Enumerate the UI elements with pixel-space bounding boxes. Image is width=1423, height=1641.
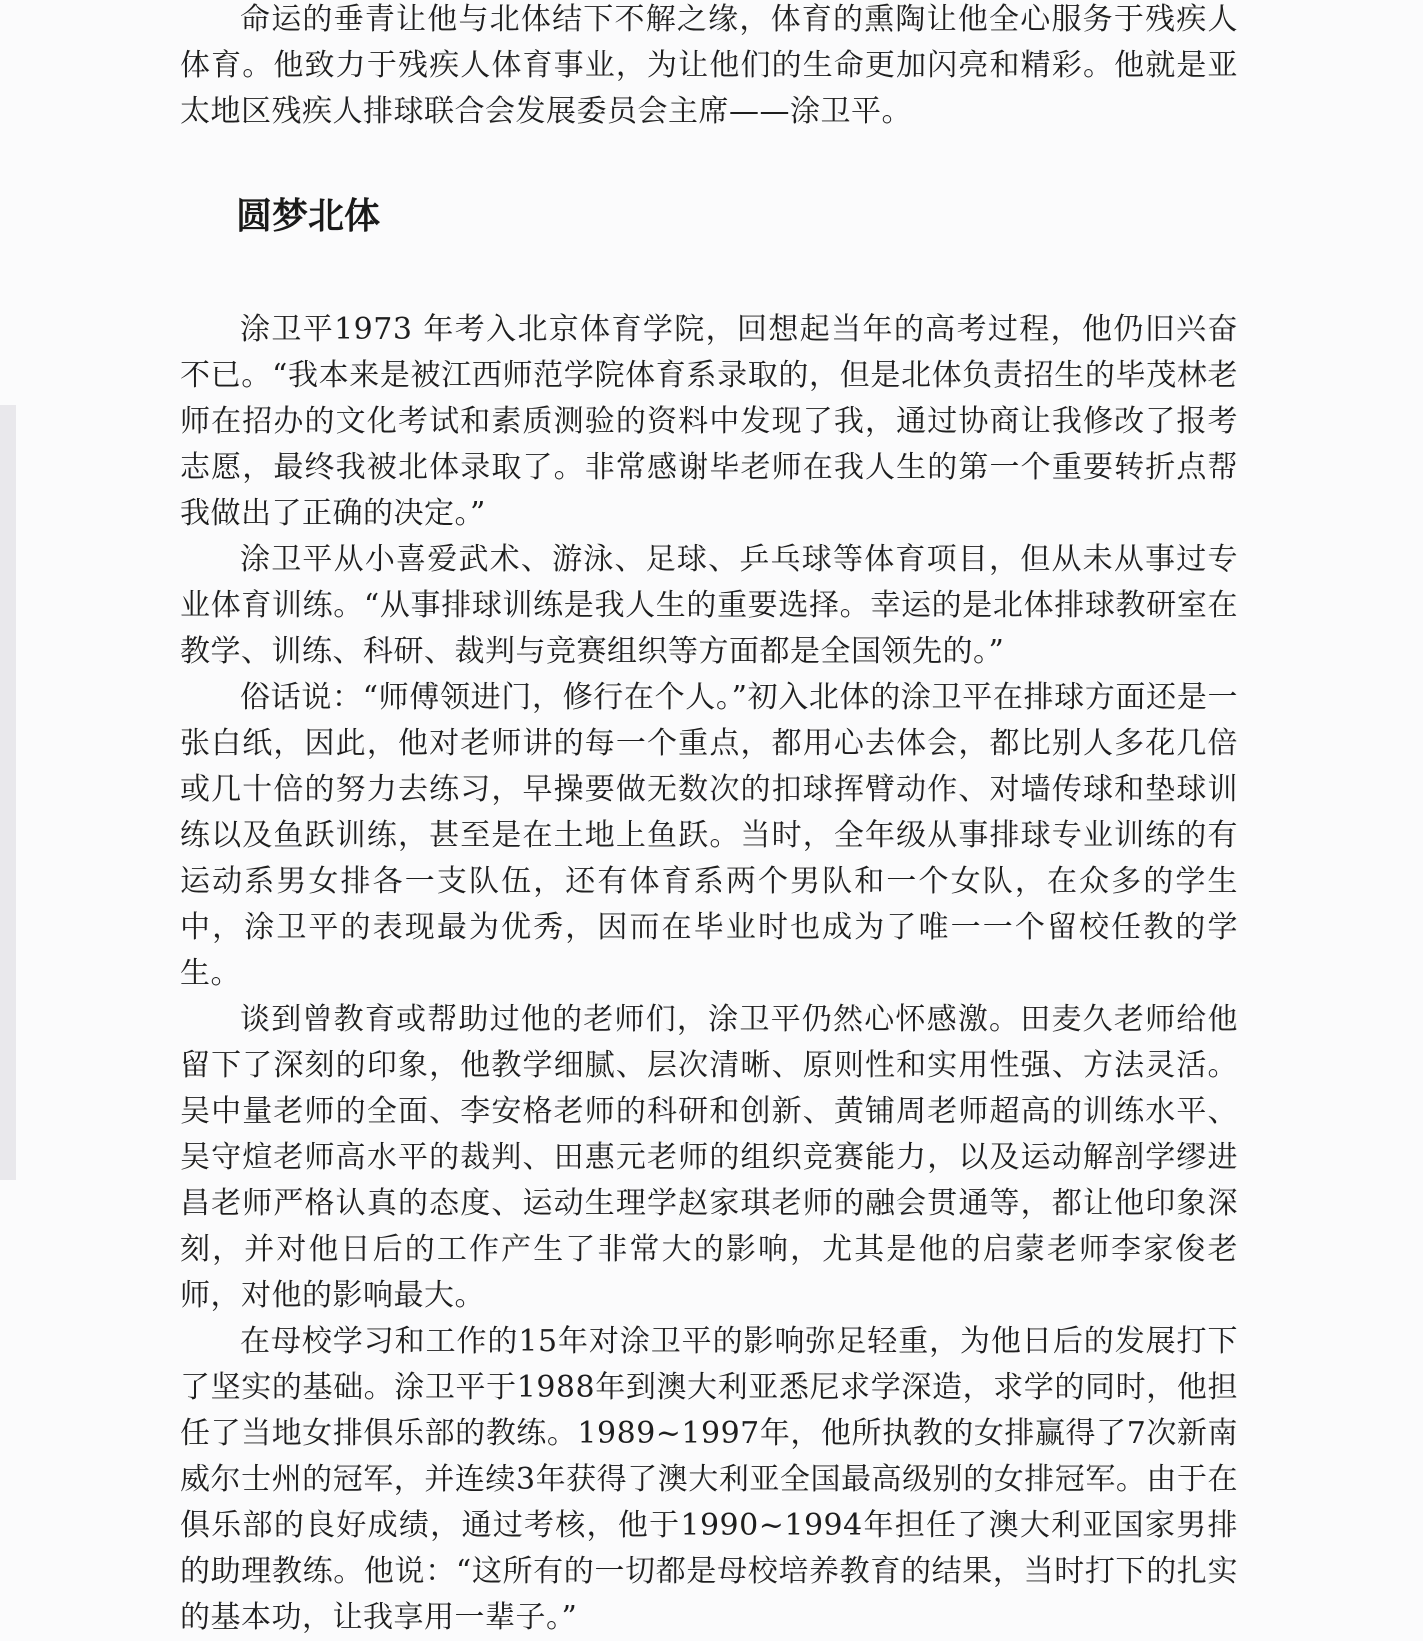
body-paragraph: 涂卫平从小喜爱武术、游泳、足球、乒乓球等体育项目，但从未从事过专业体育训练。“从事排球训练是我人生的重要选择。幸运的是北体排球教研室在教学、训练、科研、裁判与竞赛组织等方面都是全国领先的。” bbox=[180, 542, 1238, 669]
article-page bbox=[180, 0, 1238, 1641]
body-paragraph: 在母校学习和工作的15年对涂卫平的影响弥足轻重，为他日后的发展打下了坚实的基础。涂卫平于1988年到澳大利亚悉尼求学深造，求学的同时，他担任了当地女排俱乐部的教练。1989~1997年，他所执教的女排赢得了7次新南威尔士州的冠军，并连续3年获得了澳大利亚全国最高级别的女排冠军。由于在俱乐部的良好成绩，通过考核，他于1990~1994年担任了澳大利亚国家男排的助理教练。他说：“这所有的一切都是母校培养教育的结果，当时打下的扎实的基本功，让我享用一辈子。” bbox=[180, 1324, 1238, 1635]
section-heading: 圆梦北体 bbox=[236, 196, 381, 237]
body-paragraph: 涂卫平1973 年考入北京体育学院，回想起当年的高考过程，他仍旧兴奋不已。“我本来是被江西师范学院体育系录取的，但是北体负责招生的毕茂林老师在招办的文化考试和素质测验的资料中发现了我，通过协商让我修改了报考志愿，最终我被北体录取了。非常感谢毕老师在我人生的第一个重要转折点帮我做出了正确的决定。” bbox=[180, 312, 1238, 531]
intro-paragraph: 命运的垂青让他与北体结下不解之缘，体育的熏陶让他全心服务于残疾人体育。他致力于残疾人体育事业，为让他们的生命更加闪亮和精彩。他就是亚太地区残疾人排球联合会发展委员会主席——涂卫平。 bbox=[180, 2, 1238, 129]
body-paragraph: 谈到曾教育或帮助过他的老师们，涂卫平仍然心怀感激。田麦久老师给他留下了深刻的印象，他教学细腻、层次清晰、原则性和实用性强、方法灵活。吴中量老师的全面、李安格老师的科研和创新、黄铺周老师超高的训练水平、吴守煊老师高水平的裁判、田惠元老师的组织竞赛能力，以及运动解剖学缪进昌老师严格认真的态度、运动生理学赵家琪老师的融会贯通等，都让他印象深刻，并对他日后的工作产生了非常大的影响，尤其是他的启蒙老师李家俊老师，对他的影响最大。 bbox=[180, 1002, 1238, 1313]
page-edge-strip bbox=[0, 405, 16, 1180]
body-paragraph: 俗话说：“师傅领进门，修行在个人。”初入北体的涂卫平在排球方面还是一张白纸，因此，他对老师讲的每一个重点，都用心去体会，都比别人多花几倍或几十倍的努力去练习，早操要做无数次的扣球挥臂动作、对墙传球和垫球训练以及鱼跃训练，甚至是在土地上鱼跃。当时，全年级从事排球专业训练的有运动系男女排各一支队伍，还有体育系两个男队和一个女队，在众多的学生中，涂卫平的表现最为优秀，因而在毕业时也成为了唯一一个留校任教的学生。 bbox=[180, 680, 1238, 991]
